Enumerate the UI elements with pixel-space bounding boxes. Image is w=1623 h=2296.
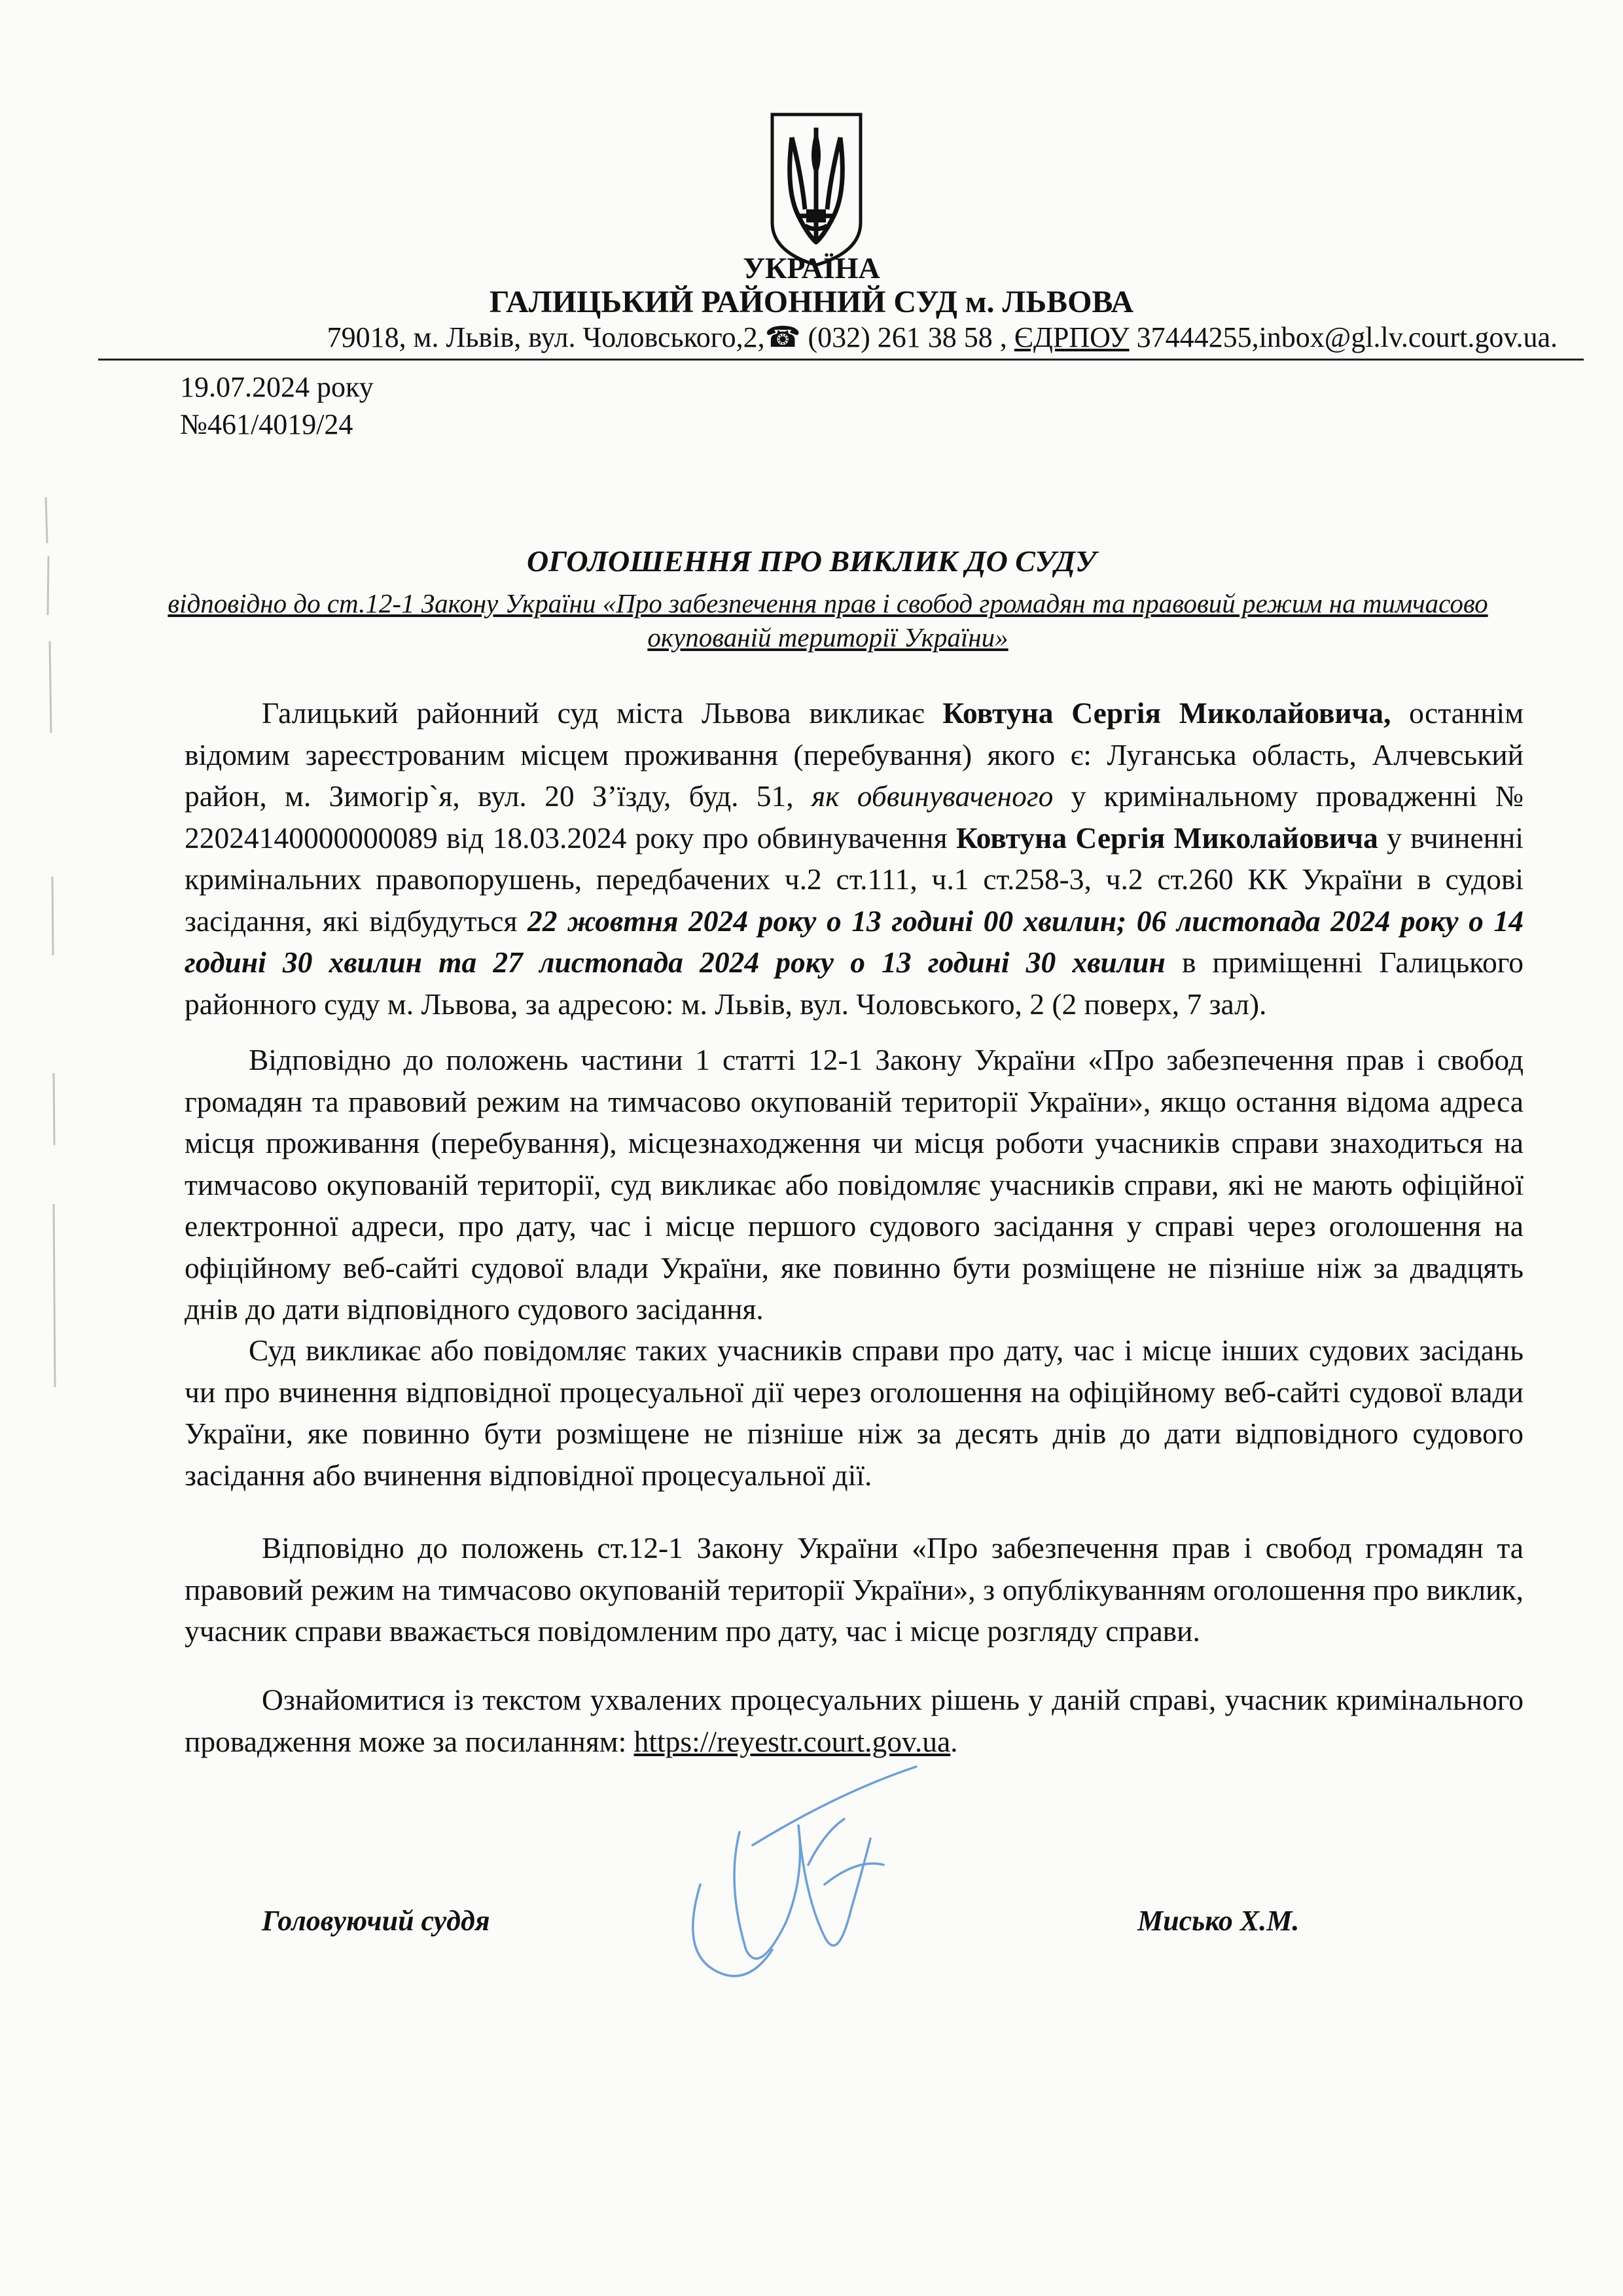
document-date: 19.07.2024 року <box>180 371 374 403</box>
defendant-role: як обвинуваченого <box>811 779 1054 813</box>
country-heading: УКРАЇНА <box>743 251 880 285</box>
registry-text: Ознайомитися із текстом ухвалених процесуальних рішень у даній справі, учасник кримінального провадження може за посиланням: <box>185 1683 1524 1758</box>
hearing-dates: 22 жовтня 2024 року о 13 годині 00 хвилин; 06 листопада 2024 року о 14 годині 30 хвилин та 27 листопада 2024 року о 13 годині 30 хвилин <box>185 904 1524 979</box>
summons-text-1: Галицький районний суд міста Львова викликає <box>262 696 943 730</box>
paragraph-law-2: Суд викликає або повідомляє таких учасників справи про дату, час і місце інших судових засідань чи про вчинення відповідної процесуальної дії через оголошення на офіційному веб-сайті судової влади України, яке повинно бути розміщене не пізніше ніж за десять днів до дати відповідного судового засідання або вчинення відповідної процесуальної дії. <box>185 1333 1524 1492</box>
case-number: №461/4019/24 <box>180 408 353 440</box>
summons-text-3: у кримінальному провадженні № 22024140000000089 від 18.03.2024 року про обвинувачення <box>185 779 1524 855</box>
scan-binding-marks <box>26 484 65 1400</box>
handwritten-signature <box>674 1754 923 1996</box>
court-name-heading: ГАЛИЦЬКИЙ РАЙОННИЙ СУД м. ЛЬВОВА <box>489 285 1134 319</box>
summons-text-4: у вчиненні кримінальних правопорушень, передбачених ч.2 ст.111, ч.1 ст.258-3, ч.2 ст.260 КК України в судові засідання, які відбудуться <box>185 821 1524 938</box>
defendant-name: Ковтуна Сергія Миколайовича, <box>942 696 1391 730</box>
paragraph-summons <box>185 692 1524 1025</box>
court-phone: (032) 261 38 58 , <box>800 321 1007 353</box>
signer-name: Мисько Х.М. <box>1137 1905 1300 1937</box>
document-title: ОГОЛОШЕННЯ ПРО ВИКЛИК ДО СУДУ <box>527 544 1096 578</box>
header-rule <box>98 359 1584 361</box>
registry-link[interactable]: https://reyestr.court.gov.ua <box>633 1724 951 1758</box>
paragraph-registry <box>185 1679 1524 1762</box>
paragraph-law-1: Відповідно до положень частини 1 статті 12-1 Закону України «Про забезпечення прав і свобод громадян та правовий режим на тимчасово окупованій території України», якщо остання відома адреса місця проживання (перебування), місцезнаходження чи місця роботи учасників справи знаходиться на тимчасово окупованій території, суд викликає або повідомляє учасників справи, які не мають офіційної електронної адреси, про дату, час і місце першого судового засідання у справі через оголошення на офіційному веб-сайті судової влади України, яке повинно бути розміщене не пізніше ніж за двадцять днів до дати відповідного судового засідання. <box>185 1043 1524 1326</box>
paragraph-law-3: Відповідно до положень ст.12-1 Закону України «Про забезпечення прав і свобод громадян та правовий режим на тимчасово окупованій території України», з опублікуванням оголошення про виклик, учасник справи вважається повідомленим про дату, час і місце розгляду справи. <box>185 1531 1524 1648</box>
court-contacts <box>118 321 1558 355</box>
trident-emblem-icon <box>766 111 867 268</box>
summons-text-5: в приміщенні Галицького районного суду м. Львова, за адресою: м. Львів, вул. Чоловського, 2 (2 поверх, 7 зал). <box>185 945 1524 1021</box>
edrpou-label: ЄДРПОУ <box>1014 321 1130 353</box>
court-address: 79018, м. Львів, вул. Чоловського,2, <box>327 321 765 353</box>
defendant-name-2: Ковтуна Сергія Миколайовича <box>955 821 1378 855</box>
registry-text-end: . <box>950 1724 958 1758</box>
document-subtitle: відповідно до ст.12-1 Закону України «Про забезпечення прав і свобод громадян та правовий режим на тимчасово окупованій території України» <box>168 588 1488 652</box>
edrpou-and-email: 37444255,inbox@gl.lv.court.gov.ua. <box>1129 321 1558 353</box>
signer-title: Головуючий суддя <box>262 1905 490 1937</box>
phone-icon: ☎ <box>764 321 801 353</box>
summons-text-2: останнім відомим зареєстрованим місцем проживання (перебування) якого є: Луганська область, Алчевський район, м. Зимогір`я, вул. 20 З’їзду, буд. 51, <box>185 696 1524 813</box>
